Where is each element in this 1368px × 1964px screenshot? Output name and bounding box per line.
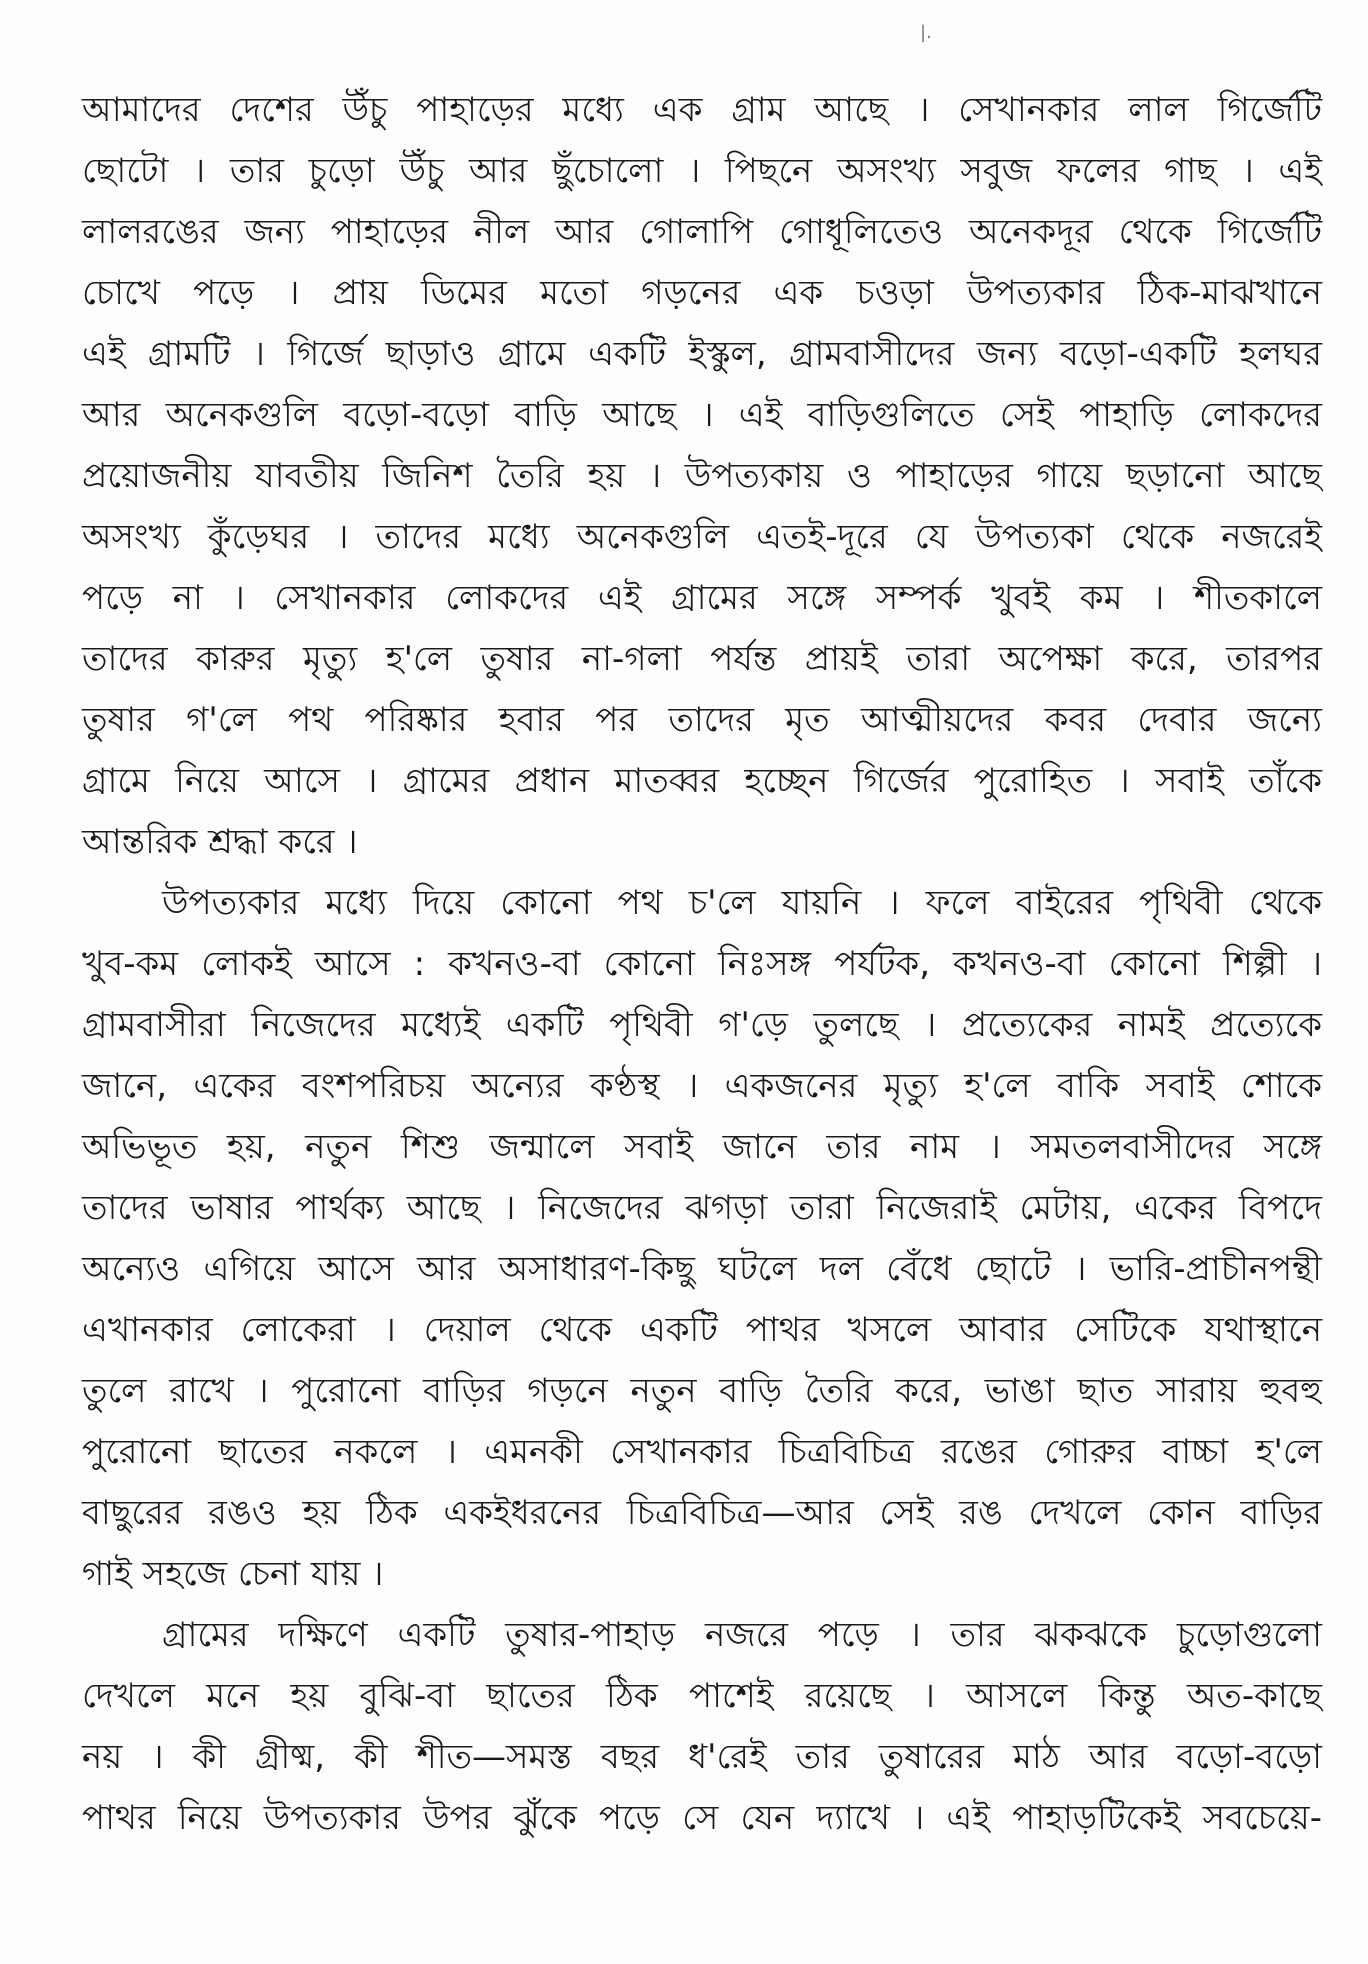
body-text <box>82 80 1322 1849</box>
text-line: পুরোনো ছাতের নকলে । এমনকী সেখানকার চিত্রবিচিত্র রঙের গোরুর বাচ্চা হ'লে <box>82 1432 1322 1472</box>
text-line: নয় । কী গ্রীষ্ম, কী শীত—সমস্ত বছর ধ'রেই তার তুষারের মাঠ আর বড়ো-বড়ো <box>82 1737 1322 1777</box>
text-line: অভিভূত হয়, নতুন শিশু জন্মালে সবাই জানে তার নাম । সমতলবাসীদের সঙ্গে <box>82 1127 1322 1167</box>
text-line: প্রয়োজনীয় যাবতীয় জিনিশ তৈরি হয় । উপত্যকায় ও পাহাড়ের গায়ে ছড়ানো আছে <box>82 456 1322 496</box>
text-line: তুলে রাখে । পুরোনো বাড়ির গড়নে নতুন বাড়ি তৈরি করে, ভাঙা ছাত সারায় হুবহু <box>82 1371 1322 1411</box>
text-line: আন্তরিক শ্রদ্ধা করে । <box>82 822 358 862</box>
text-line: লালরঙের জন্য পাহাড়ের নীল আর গোলাপি গোধূলিতেও অনেকদূর থেকে গির্জেটি <box>82 212 1322 252</box>
text-line: দেখলে মনে হয় বুঝি-বা ছাতের ঠিক পাশেই রয়েছে । আসলে কিন্তু অত-কাছে <box>82 1676 1322 1716</box>
text-line: উপত্যকার মধ্যে দিয়ে কোনো পথ চ'লে যায়নি । ফলে বাইরের পৃথিবী থেকে <box>162 883 1322 923</box>
text-line: অন্যেও এগিয়ে আসে আর অসাধারণ-কিছু ঘটলে দল বেঁধে ছোটে । ভারি-প্রাচীনপন্থী <box>82 1249 1322 1289</box>
text-line: গ্রামে নিয়ে আসে । গ্রামের প্রধান মাতব্বর হচ্ছেন গির্জের পুরোহিত । সবাই তাঁকে <box>82 761 1322 801</box>
text-line: তাদের ভাষার পার্থক্য আছে । নিজেদের ঝগড়া তারা নিজেরাই মেটায়, একের বিপদে <box>82 1188 1322 1228</box>
paragraph-1 <box>82 80 1322 873</box>
text-line: তাদের কারুর মৃত্যু হ'লে তুষার না-গলা পর্যন্ত প্রায়ই তারা অপেক্ষা করে, তারপর <box>82 639 1322 679</box>
text-line: তুষার গ'লে পথ পরিষ্কার হবার পর তাদের মৃত আত্মীয়দের কবর দেবার জন্যে <box>82 700 1322 740</box>
text-line: এই গ্রামটি । গির্জে ছাড়াও গ্রামে একটি ইস্কুল, গ্রামবাসীদের জন্য বড়ো-একটি হলঘর <box>82 334 1322 374</box>
page-mark: |. <box>920 22 932 43</box>
text-line: গাই সহজে চেনা যায় । <box>82 1554 384 1594</box>
text-line: আর অনেকগুলি বড়ো-বড়ো বাড়ি আছে । এই বাড়িগুলিতে সেই পাহাড়ি লোকদের <box>82 395 1323 435</box>
text-line: ছোটো । তার চুড়ো উঁচু আর ছুঁচোলো । পিছনে অসংখ্য সবুজ ফলের গাছ । এই <box>82 151 1322 191</box>
text-line: চোখে পড়ে । প্রায় ডিমের মতো গড়নের এক চওড়া উপত্যকার ঠিক-মাঝখানে <box>82 273 1322 313</box>
text-line: বাছুরের রঙও হয় ঠিক একইধরনের চিত্রবিচিত্র—আর সেই রঙ দেখলে কোন বাড়ির <box>82 1493 1322 1533</box>
text-line: আমাদের দেশের উঁচু পাহাড়ের মধ্যে এক গ্রাম আছে । সেখানকার লাল গির্জেটি <box>82 90 1322 130</box>
text-line: পাথর নিয়ে উপত্যকার উপর ঝুঁকে পড়ে সে যেন দ্যাখে । এই পাহাড়টিকেই সবচেয়ে- <box>82 1798 1322 1838</box>
text-line: অসংখ্য কুঁড়েঘর । তাদের মধ্যে অনেকগুলি এতই-দূরে যে উপত্যকা থেকে নজরেই <box>82 517 1322 557</box>
text-line: গ্রামবাসীরা নিজেদের মধ্যেই একটি পৃথিবী গ'ড়ে তুলছে । প্রত্যেকের নামই প্রত্যেকে <box>82 1005 1322 1045</box>
text-line: পড়ে না । সেখানকার লোকদের এই গ্রামের সঙ্গে সম্পর্ক খুবই কম । শীতকালে <box>82 578 1322 618</box>
text-line: এখানকার লোকেরা । দেয়াল থেকে একটি পাথর খসলে আবার সেটিকে যথাস্থানে <box>82 1310 1322 1350</box>
paragraph-2 <box>82 873 1322 1605</box>
text-line: জানে, একের বংশপরিচয় অন্যের কণ্ঠস্থ । একজনের মৃত্যু হ'লে বাকি সবাই শোকে <box>82 1066 1322 1106</box>
paragraph-3 <box>82 1605 1322 1849</box>
text-line: খুব-কম লোকই আসে : কখনও-বা কোনো নিঃসঙ্গ পর্যটক, কখনও-বা কোনো শিল্পী । <box>82 944 1322 984</box>
text-line: গ্রামের দক্ষিণে একটি তুষার-পাহাড় নজরে পড়ে । তার ঝকঝকে চুড়োগুলো <box>162 1615 1322 1655</box>
